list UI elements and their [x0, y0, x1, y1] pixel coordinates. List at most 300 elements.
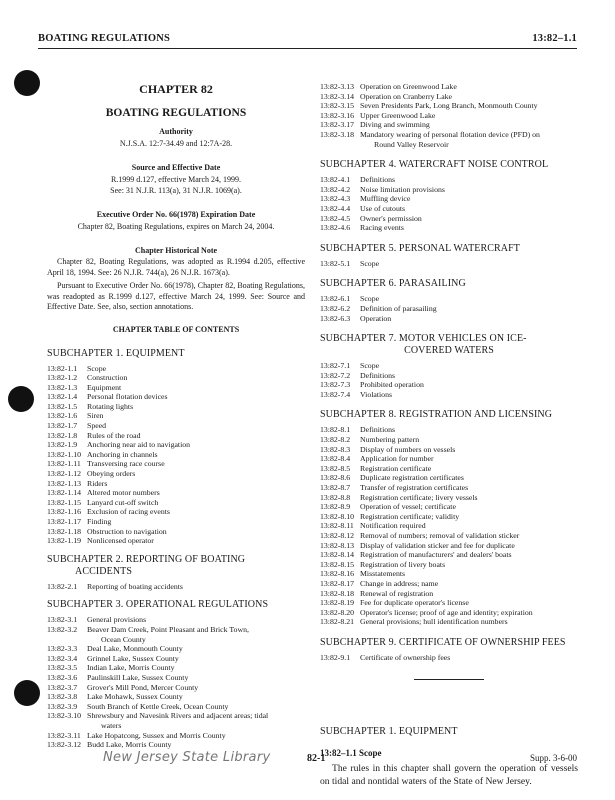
toc-section-title	[360, 550, 578, 560]
toc-section-title	[87, 373, 305, 383]
toc-entry	[320, 194, 578, 204]
section-title: 13:82–1.1 Scope	[320, 747, 382, 758]
toc-entry	[47, 663, 305, 673]
toc-section-number: 13:82-6.2	[320, 303, 351, 313]
toc-section-title-text: Scope	[360, 361, 380, 371]
toc-section-title-text: Removal of numbers; removal of validation sticker	[360, 531, 520, 540]
toc-section-title-text: Violations	[360, 389, 393, 399]
toc-entry	[47, 431, 305, 441]
toc-section-number: 13:82-8.3	[320, 444, 351, 454]
toc-section-title	[360, 371, 578, 381]
toc-section-title-text: Renewal of registration	[360, 588, 434, 598]
toc-section-title-text: Altered motor numbers	[87, 488, 160, 498]
toc-entry	[320, 259, 578, 269]
toc-section-title-text: Notification required	[360, 521, 426, 531]
toc-section-number: 13:82-1.3	[47, 382, 78, 392]
toc-section-number: 13:82-1.8	[47, 430, 78, 440]
toc-entry	[320, 380, 578, 390]
toc-section-title-text: Display of validation sticker and fee for duplicate	[360, 540, 515, 550]
toc-entry	[47, 692, 305, 702]
toc-section-title-text: Speed	[87, 421, 107, 431]
subchapter-9-heading: SUBCHAPTER 9. CERTIFICATE OF OWNERSHIP FEES	[320, 636, 566, 648]
toc-section-title	[87, 469, 305, 479]
toc-entry	[47, 459, 305, 469]
toc-section-number: 13:82-7.3	[320, 380, 351, 390]
toc-entry	[47, 673, 305, 683]
toc-section-number: 13:82-4.1	[320, 175, 351, 185]
toc-section-title	[360, 361, 578, 371]
toc-section-number: 13:82-1.16	[47, 507, 82, 517]
toc-section-number: 13:82-1.7	[47, 421, 78, 431]
toc-section-title-continued: waters	[101, 720, 122, 730]
toc-section-title	[360, 314, 578, 324]
toc-entry	[47, 711, 305, 730]
toc-section-title	[87, 402, 305, 412]
toc-entry	[320, 589, 578, 599]
toc-section-title	[87, 673, 305, 683]
toc-entry	[320, 223, 578, 233]
toc-entry	[47, 421, 305, 431]
toc-section-number: 13:82-8.19	[320, 598, 355, 608]
library-watermark: New Jersey State Library	[103, 750, 271, 765]
toc-entry	[320, 82, 578, 92]
toc-section-title-text: Registration certificate; livery vessels	[360, 492, 478, 502]
toc-entry	[320, 608, 578, 618]
toc-section-number: 13:82-7.4	[320, 389, 351, 399]
toc-section-title-text: Anchoring near aid to navigation	[87, 440, 191, 450]
toc-section-title	[360, 204, 578, 214]
toc-section-number: 13:82-8.1	[320, 425, 351, 435]
subchapter-2-heading	[47, 554, 305, 578]
toc-section-number: 13:82-1.5	[47, 401, 78, 411]
toc-section-title	[360, 111, 578, 121]
header-rule	[38, 48, 577, 49]
toc-section-title	[360, 569, 578, 579]
toc-entry	[320, 214, 578, 224]
toc-entry	[47, 498, 305, 508]
authority-text: N.J.S.A. 12:7-34.49 and 12:7A-28.	[119, 139, 233, 148]
toc-section-title	[360, 512, 578, 522]
toc-section-title-text: Certificate of ownership fees	[360, 652, 451, 662]
toc-entry	[320, 454, 578, 464]
toc-section-title-text: Definitions	[360, 370, 396, 380]
toc-section-title-text: Definition of parasailing	[360, 303, 437, 313]
toc-entry	[320, 111, 578, 121]
toc-entry	[47, 582, 305, 592]
toc-section-title-text: Registration certificate	[360, 463, 432, 473]
toc-entry	[47, 507, 305, 517]
toc-section-title	[87, 654, 305, 664]
toc-section-number: 13:82-4.6	[320, 223, 351, 233]
toc-section-title-text: Application for number	[360, 454, 434, 464]
toc-entry	[320, 101, 578, 111]
toc-section-title-text: General provisions; hull identification numbers	[360, 617, 508, 627]
toc-entry	[47, 450, 305, 460]
toc-section-number: 13:82-8.11	[320, 521, 354, 531]
toc-section-title-text: Use of cutouts	[360, 203, 406, 213]
toc-section-title-text: Construction	[87, 373, 128, 383]
body-subchapter-heading: SUBCHAPTER 1. EQUIPMENT	[320, 725, 458, 737]
toc-section-title	[87, 411, 305, 421]
toc-section-title	[360, 380, 578, 390]
toc-section-title-text: Rotating lights	[87, 401, 134, 411]
toc-entry	[47, 383, 305, 393]
toc-entry	[320, 371, 578, 381]
toc-section-title	[360, 390, 578, 400]
toc-entry	[320, 598, 578, 608]
toc-section-number: 13:82-3.17	[320, 120, 355, 130]
toc-section-title	[360, 483, 578, 493]
toc-section-title	[360, 608, 578, 618]
toc-entry	[320, 425, 578, 435]
toc-section-title	[87, 527, 305, 537]
section-divider	[414, 679, 484, 680]
toc-entry	[47, 517, 305, 527]
toc-section-title	[87, 663, 305, 673]
toc-section-title	[360, 130, 578, 149]
toc-section-title-text: Grinnel Lake, Sussex County	[87, 653, 179, 663]
toc-section-title-text: Finding	[87, 517, 112, 526]
toc-section-title	[360, 185, 578, 195]
toc-entry	[320, 361, 578, 371]
toc-entry	[320, 304, 578, 314]
toc-section-title-text: Racing events	[360, 223, 404, 233]
toc-entry	[320, 464, 578, 474]
toc-section-title	[360, 589, 578, 599]
toc-section-title-text: Scope	[360, 294, 380, 304]
toc-section-title-text: Muffling device	[360, 194, 411, 204]
toc-section-title	[360, 175, 578, 185]
toc-section-number: 13:82-8.18	[320, 588, 355, 598]
toc-section-title-text: Misstatements	[360, 569, 406, 579]
toc-section-title-text: Siren	[87, 411, 104, 421]
toc-entry	[47, 536, 305, 546]
toc-section-title	[87, 683, 305, 693]
toc-entry	[47, 488, 305, 498]
toc-section-number: 13:82-8.12	[320, 531, 355, 540]
toc-section-title	[360, 598, 578, 608]
toc-section-number: 13:82-1.1	[47, 363, 78, 373]
toc-entry	[47, 683, 305, 693]
toc-section-number: 13:82-8.5	[320, 463, 351, 473]
historical-note-paragraph-1: Chapter 82, Boating Regulations, was adopted as R.1994 d.205, effective April 18, 1994. See: 26 N.J.R. 744(a), 26 N.J.R. 1673(a).	[47, 257, 305, 277]
toc-section-number: 13:82-7.1	[320, 361, 351, 371]
toc-section-number: 13:82-1.9	[47, 440, 78, 450]
toc-section-number: 13:82-1.17	[47, 517, 82, 526]
toc-section-title	[360, 531, 578, 541]
toc-entry	[320, 185, 578, 195]
toc-section-number: 13:82-4.2	[320, 184, 351, 194]
toc-section-number: 13:82-9.1	[320, 652, 351, 662]
toc-entry	[320, 521, 578, 531]
toc-section-title	[87, 498, 305, 508]
toc-entry	[320, 473, 578, 483]
toc-section-number: 13:82-8.16	[320, 569, 355, 579]
toc-section-title-text: Deal Lake, Monmouth County	[87, 644, 183, 654]
toc-section-title-text: Registration of livery boats	[360, 559, 446, 569]
toc-section-title-text: Transfer of registration certificates	[360, 483, 469, 493]
toc-section-title	[87, 479, 305, 489]
toc-entry	[47, 373, 305, 383]
subchapter-8-list	[320, 425, 578, 626]
subchapter-5-heading: SUBCHAPTER 5. PERSONAL WATERCRAFT	[320, 242, 520, 254]
toc-entry	[47, 392, 305, 402]
toc-section-title-text: Riders	[87, 478, 108, 488]
toc-section-title	[87, 692, 305, 702]
subchapter-7-list	[320, 361, 578, 399]
toc-section-title-text: Lake Mohawk, Sussex County	[87, 692, 183, 702]
toc-section-number: 13:82-3.6	[47, 672, 78, 682]
subchapter-6-list	[320, 294, 578, 323]
toc-section-number: 13:82-3.11	[47, 730, 81, 740]
toc-section-number: 13:82-1.4	[47, 392, 78, 402]
toc-section-number: 13:82-1.6	[47, 411, 78, 421]
toc-section-title	[360, 223, 578, 233]
toc-section-title-text: Diving and swimming	[360, 120, 430, 130]
toc-section-number: 13:82-3.1	[47, 615, 78, 625]
toc-section-title	[360, 653, 578, 663]
toc-section-title-text: Operator's license; proof of age and identity; expiration	[360, 607, 533, 617]
toc-section-number: 13:82-1.12	[47, 469, 82, 479]
running-header	[38, 33, 577, 47]
toc-section-title-text: Prohibited operation	[360, 380, 424, 390]
toc-section-title	[87, 536, 305, 546]
toc-section-title	[87, 364, 305, 374]
toc-section-number: 13:82-3.15	[320, 101, 355, 111]
toc-section-title	[360, 454, 578, 464]
toc-entry	[47, 615, 305, 625]
toc-entry	[320, 390, 578, 400]
toc-section-title	[87, 625, 305, 644]
toc-section-title-text: Definitions	[360, 425, 396, 435]
subchapter-7-heading	[320, 333, 578, 357]
toc-section-title-text: Owner's permission	[360, 213, 422, 223]
toc-entry	[47, 364, 305, 374]
toc-section-title	[87, 517, 305, 527]
toc-section-title-text: Reporting of boating accidents	[87, 581, 183, 591]
subchapter-4-list	[320, 175, 578, 233]
toc-section-number: 13:82-8.9	[320, 502, 351, 512]
binder-hole-icon	[8, 386, 34, 412]
header-title: BOATING REGULATIONS	[38, 33, 171, 44]
subchapter-1-heading: SUBCHAPTER 1. EQUIPMENT	[47, 347, 185, 359]
toc-section-title-text: Operation on Greenwood Lake	[360, 82, 457, 91]
toc-section-title-text: Transversing race course	[87, 459, 165, 469]
toc-section-number: 13:82-1.15	[47, 497, 82, 507]
toc-section-number: 13:82-4.5	[320, 213, 351, 223]
toc-section-title	[360, 304, 578, 314]
toc-section-title	[87, 644, 305, 654]
toc-section-title-text: Operation on Cranberry Lake	[360, 91, 453, 101]
toc-section-title-text: Noise limitation provisions	[360, 184, 445, 194]
toc-section-number: 13:82-8.4	[320, 454, 351, 464]
toc-section-number: 13:82-3.9	[47, 701, 78, 711]
binder-hole-icon	[14, 680, 40, 706]
source-label: Source and Effective Date	[131, 163, 221, 172]
toc-section-title-text: Personal flotation devices	[87, 392, 168, 402]
toc-section-title	[360, 82, 578, 92]
toc-section-number: 13:82-8.20	[320, 607, 355, 617]
toc-entry	[47, 479, 305, 489]
toc-entry	[320, 550, 578, 560]
subchapter-1-list	[47, 364, 305, 546]
toc-section-title	[87, 702, 305, 712]
source-line-1: R.1999 d.127, effective March 24, 1999.	[110, 175, 242, 184]
toc-section-number: 13:82-2.1	[47, 581, 78, 591]
toc-section-title-text: Upper Greenwood Lake	[360, 110, 436, 120]
subchapter-6-heading: SUBCHAPTER 6. PARASAILING	[320, 278, 466, 290]
toc-section-title	[87, 431, 305, 441]
toc-entry	[47, 411, 305, 421]
section-paragraph: The rules in this chapter shall govern the operation of vessels on tidal and nontidal waters of the State of New Jersey.	[320, 762, 578, 787]
toc-section-number: 13:82-3.18	[320, 129, 355, 139]
toc-section-title	[360, 493, 578, 503]
toc-section-number: 13:82-1.10	[47, 449, 82, 459]
toc-section-title-text: Fee for duplicate operator's license	[360, 598, 469, 608]
page-footer	[0, 747, 615, 770]
toc-section-title-text: Seven Presidents Park, Long Branch, Monmouth County	[360, 101, 538, 111]
toc-section-title	[360, 259, 578, 269]
toc-section-number: 13:82-6.1	[320, 294, 351, 304]
toc-entry	[320, 493, 578, 503]
toc-section-title-text: Scope	[360, 258, 380, 268]
toc-entry	[320, 204, 578, 214]
historical-note-paragraph-2: Pursuant to Executive Order No. 66(1978), Chapter 82, Boating Regulations, was readopted as R.1999 d.127, effective March 24, 1999. See: Source and Effective Date. See, also, section annotations.	[47, 281, 305, 311]
toc-section-number: 13:82-1.11	[47, 459, 81, 469]
toc-section-number: 13:82-5.1	[320, 258, 351, 268]
toc-section-title	[360, 579, 578, 589]
toc-section-number: 13:82-8.17	[320, 578, 355, 588]
subchapter-4-heading: SUBCHAPTER 4. WATERCRAFT NOISE CONTROL	[320, 159, 549, 171]
toc-entry	[47, 654, 305, 664]
toc-section-title-text: Display of numbers on vessels	[360, 444, 456, 454]
supplement-date: Supp. 3-6-00	[530, 753, 577, 763]
toc-section-number: 13:82-3.5	[47, 663, 78, 673]
toc-section-title	[360, 473, 578, 483]
subchapter-3-list	[47, 615, 305, 749]
toc-section-number: 13:82-8.15	[320, 559, 355, 569]
toc-section-title	[87, 392, 305, 402]
toc-entry	[320, 92, 578, 102]
toc-entry	[320, 175, 578, 185]
toc-section-title-text: Operation of vessel; certificate	[360, 502, 456, 512]
toc-section-number: 13:82-3.13	[320, 82, 355, 91]
toc-section-title	[87, 440, 305, 450]
toc-section-title	[360, 435, 578, 445]
toc-section-number: 13:82-3.14	[320, 91, 355, 101]
toc-section-title-text: Nonlicensed operator	[87, 536, 154, 546]
toc-section-title	[87, 421, 305, 431]
toc-section-number: 13:82-8.10	[320, 511, 355, 521]
toc-section-title-text: Indian Lake, Morris County	[87, 663, 175, 673]
toc-section-title	[360, 425, 578, 435]
toc-section-title	[360, 541, 578, 551]
toc-entry	[47, 469, 305, 479]
toc-entry	[47, 731, 305, 741]
toc-entry	[320, 445, 578, 455]
toc-section-title-text: Change in address; name	[360, 578, 439, 588]
subchapter-7-heading-line1: SUBCHAPTER 7. MOTOR VEHICLES ON ICE-	[320, 333, 527, 345]
toc-section-number: 13:82-1.18	[47, 526, 82, 536]
toc-section-title	[360, 92, 578, 102]
toc-section-title	[360, 294, 578, 304]
toc-section-title	[360, 101, 578, 111]
toc-section-number: 13:82-4.3	[320, 194, 351, 204]
toc-section-number: 13:82-8.2	[320, 435, 351, 445]
toc-section-number: 13:82-3.4	[47, 653, 78, 663]
toc-entry	[47, 702, 305, 712]
toc-entry	[320, 560, 578, 570]
right-column	[320, 82, 578, 788]
toc-entry	[47, 527, 305, 537]
toc-entry	[320, 130, 578, 149]
toc-section-title-text: Obstruction to navigation	[87, 526, 167, 536]
toc-entry	[320, 120, 578, 130]
toc-section-title-text: Operation	[360, 313, 392, 323]
toc-entry	[47, 440, 305, 450]
toc-entry	[320, 569, 578, 579]
toc-section-title	[87, 383, 305, 393]
subchapter-7-heading-line2: COVERED WATERS	[404, 345, 494, 357]
executive-order-text: Chapter 82, Boating Regulations, expires on March 24, 2004.	[77, 222, 275, 231]
toc-section-title-text: Lanyard cut-off switch	[87, 497, 159, 507]
toc-section-title-text: Scope	[87, 363, 107, 373]
subchapter-3-list-continued	[320, 82, 578, 149]
executive-order-label: Executive Order No. 66(1978) Expiration Date	[96, 210, 256, 219]
toc-section-number: 13:82-3.7	[47, 682, 78, 692]
toc-entry	[47, 644, 305, 654]
binder-hole-icon	[14, 70, 40, 96]
toc-section-number: 13:82-3.16	[320, 110, 355, 120]
toc-section-number: 13:82-8.21	[320, 617, 355, 627]
toc-section-number: 13:82-8.7	[320, 483, 351, 493]
toc-section-number: 13:82-8.13	[320, 540, 355, 550]
toc-section-title-text: Paulinskill Lake, Sussex County	[87, 672, 189, 682]
toc-entry	[320, 541, 578, 551]
toc-entry	[320, 294, 578, 304]
toc-entry	[47, 625, 305, 644]
toc-section-title	[360, 521, 578, 531]
toc-section-title-text: Grover's Mill Pond, Mercer County	[87, 682, 199, 692]
toc-entry	[47, 402, 305, 412]
toc-section-title	[87, 488, 305, 498]
toc-section-title	[360, 560, 578, 570]
toc-section-title	[87, 711, 305, 730]
toc-section-title	[87, 450, 305, 460]
chapter-title: BOATING REGULATIONS	[105, 107, 247, 119]
toc-section-number: 13:82-1.14	[47, 488, 82, 498]
toc-section-title-text: Anchoring in channels	[87, 449, 158, 459]
header-section-number: 13:82–1.1	[532, 33, 577, 44]
toc-section-number: 13:82-8.8	[320, 492, 351, 502]
toc-section-title	[87, 615, 305, 625]
toc-section-title	[360, 120, 578, 130]
subchapter-2-list	[47, 582, 305, 592]
toc-section-title	[87, 459, 305, 469]
toc-section-title-text: Registration of manufacturers' and dealers' boats	[360, 550, 512, 560]
toc-section-number: 13:82-3.8	[47, 692, 78, 702]
toc-section-title	[360, 617, 578, 627]
page-number: 82-1	[307, 753, 326, 764]
toc-section-title-text: General provisions	[87, 615, 147, 625]
toc-section-title-text: Rules of the road	[87, 430, 141, 440]
toc-section-number: 13:82-1.19	[47, 536, 82, 546]
toc-section-title-text: Beaver Dam Creek, Point Pleasant and Brick Town,	[87, 624, 249, 634]
toc-section-number: 13:82-3.2	[47, 624, 78, 634]
toc-section-title	[87, 582, 305, 592]
toc-entry	[320, 502, 578, 512]
toc-section-title-text: Budd Lake, Morris County	[87, 740, 172, 750]
